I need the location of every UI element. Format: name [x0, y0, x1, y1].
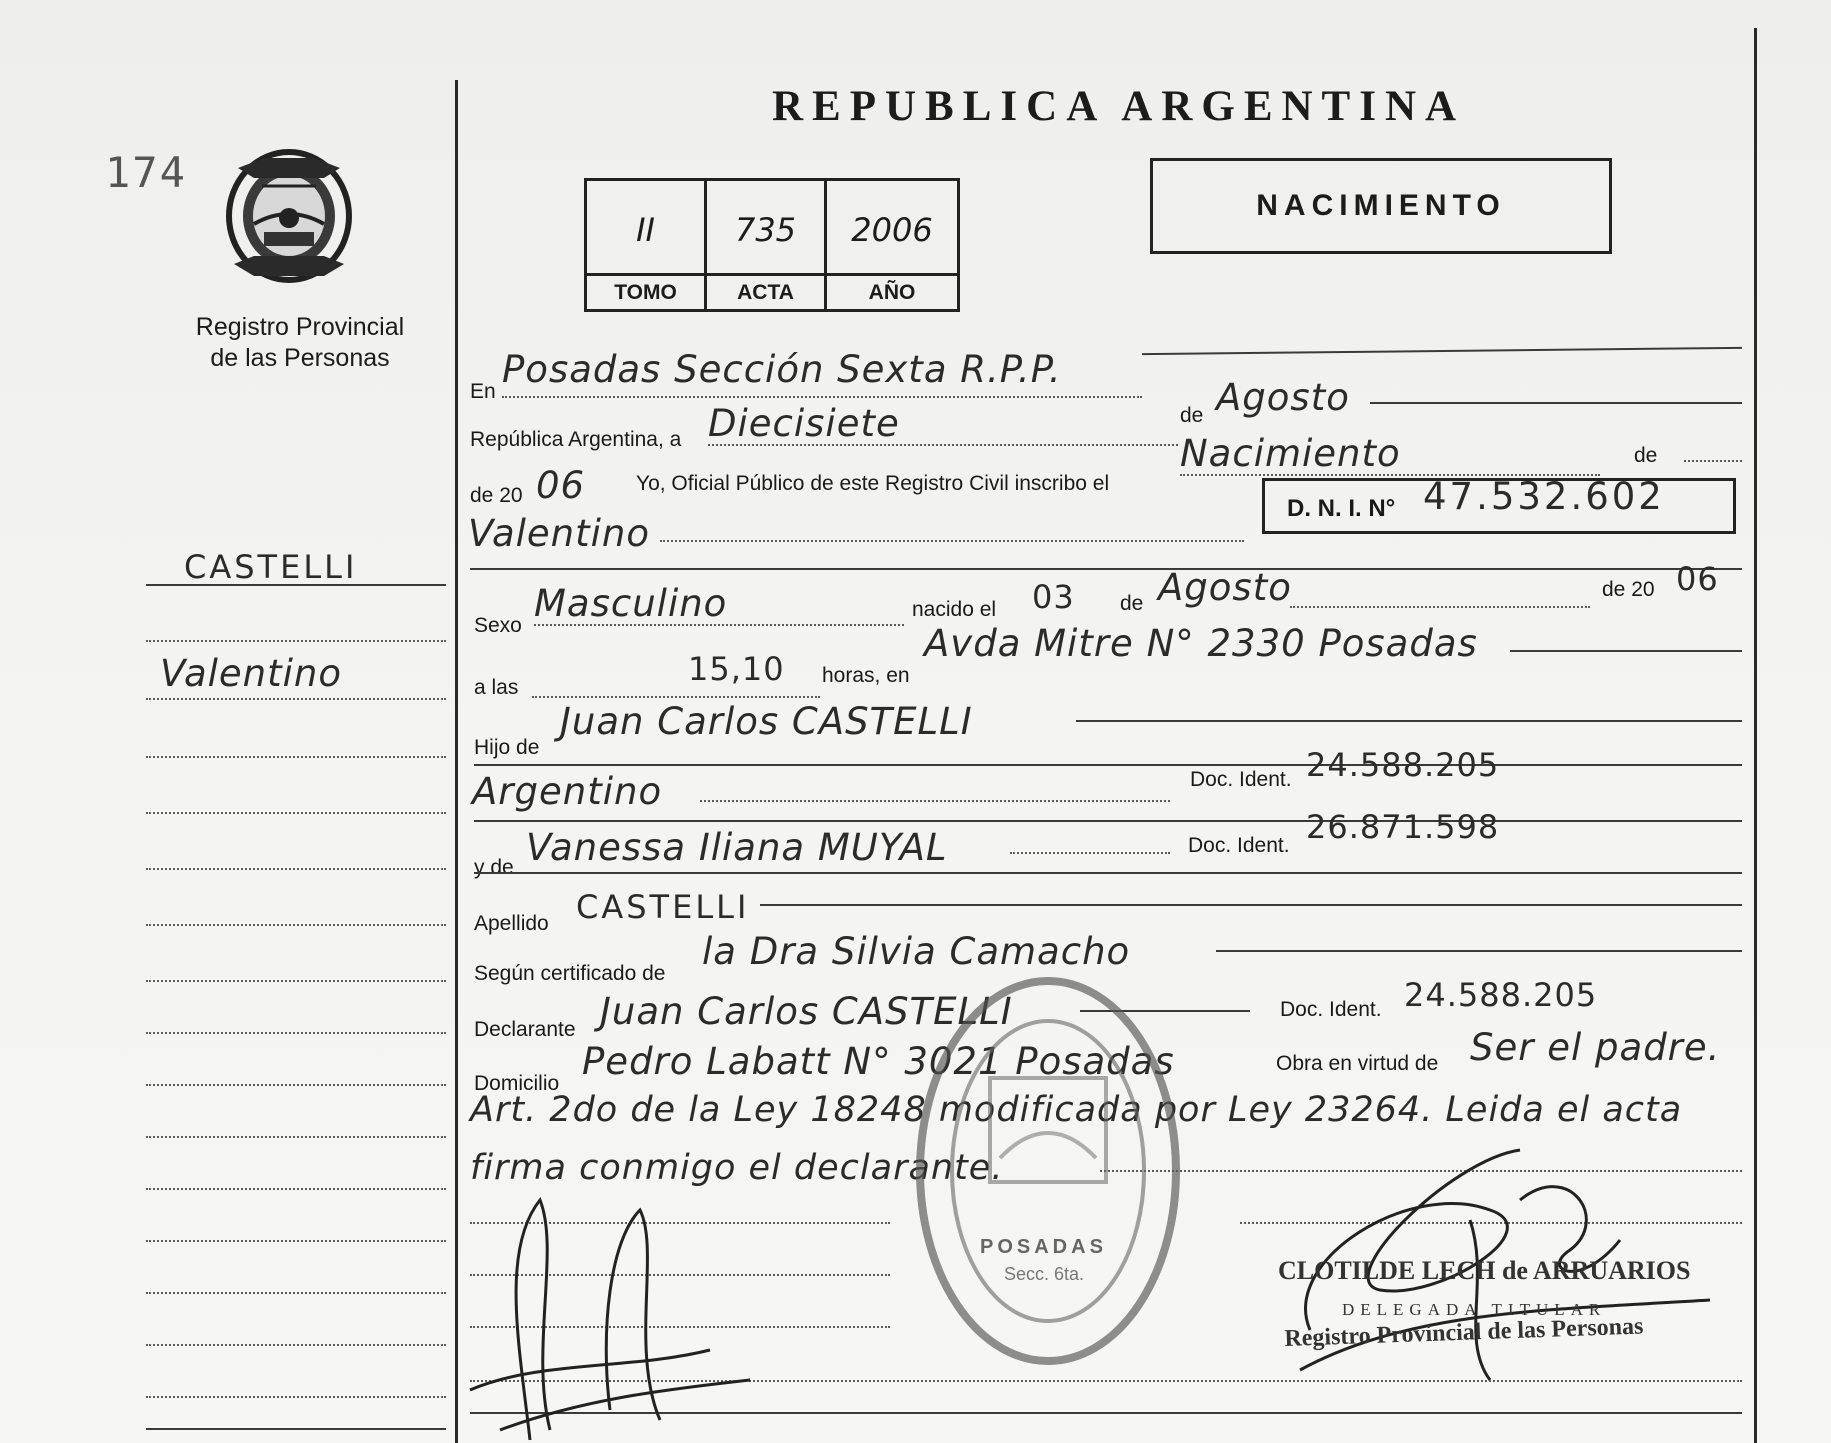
margin-dotline [146, 1032, 446, 1034]
margin-dotline [146, 1396, 446, 1398]
margin-bottom-rule [146, 1428, 446, 1430]
republica-label: República Argentina, a [470, 428, 682, 451]
acta-label: ACTA [707, 273, 824, 310]
margin-given-name: Valentino [160, 652, 342, 695]
declarante-label: Declarante [474, 1018, 576, 1041]
record-word: Nacimiento [1180, 432, 1401, 475]
de20-label: de 20 [1602, 578, 1655, 601]
margin-dotline [146, 1084, 446, 1086]
stamp-city: POSADAS [980, 1236, 1107, 1258]
declarant-signature-icon [460, 1190, 760, 1443]
birth-place: Avda Mitre N° 2330 Posadas [924, 622, 1478, 665]
dotline [502, 396, 1142, 398]
margin-dotline [146, 1136, 446, 1138]
registration-day: Diecisiete [708, 402, 900, 445]
margin-surname: CASTELLI [184, 548, 358, 586]
margin-dotline [146, 1344, 446, 1346]
margin-dotline [146, 1240, 446, 1242]
dni-box [1262, 475, 1736, 534]
doc-label-mother: Doc. Ident. [1188, 834, 1290, 857]
domicilio-value: Pedro Labatt N° 3021 Posadas [582, 1040, 1175, 1083]
mother-doc: 26.871.598 [1306, 808, 1500, 846]
margin-dotline [146, 756, 446, 758]
dotline [660, 540, 1244, 542]
de-label-3: de [1120, 592, 1144, 615]
margin-dotline [146, 1188, 446, 1190]
child-name: Valentino [468, 512, 650, 555]
country-title: REPUBLICA ARGENTINA [772, 83, 1466, 130]
margin-dotline [146, 640, 446, 642]
mother-name: Vanessa Iliana MUYAL [526, 826, 948, 869]
note-line-1: Art. 2do de la Ley 18248 modificada por Ley 23264. Leida el acta [470, 1090, 1683, 1130]
office-name [170, 312, 430, 374]
obra-value: Ser el padre. [1470, 1026, 1721, 1069]
registration-place: Posadas Sección Sexta R.P.P. [502, 348, 1062, 391]
margin-dotline [146, 1292, 446, 1294]
right-page-border [1754, 28, 1757, 1443]
official-office: Registro Provincial de las Personas [1284, 1313, 1644, 1352]
acta-value: 735 [734, 211, 797, 249]
rule [1076, 720, 1742, 722]
anio-value: 2006 [851, 211, 933, 249]
folio-number: 174 [105, 148, 187, 197]
en-label: En [470, 380, 496, 403]
birth-month: Agosto [1158, 566, 1292, 609]
office-name-line1: Registro Provincial [195, 313, 405, 341]
doc-label-declarante: Doc. Ident. [1280, 998, 1382, 1021]
registration-month: Agosto [1216, 376, 1350, 419]
dotline [1010, 852, 1170, 854]
birth-year: 06 [1676, 560, 1719, 598]
tomo-value: II [636, 211, 655, 249]
father-name: Juan Carlos CASTELLI [560, 700, 973, 743]
sexo-label: Sexo [474, 614, 522, 637]
register-box [584, 178, 960, 312]
de-label: de [1180, 404, 1204, 427]
horas-label: horas, en [822, 664, 910, 687]
nacido-label: nacido el [912, 598, 997, 621]
rule [474, 872, 1742, 874]
official-title: DELEGADA TITULAR [1342, 1300, 1607, 1319]
dotline [700, 800, 1170, 802]
stamp-section: Secc. 6ta. [1004, 1264, 1085, 1284]
rule [1370, 402, 1742, 404]
domicilio-label: Domicilio [474, 1072, 560, 1095]
hijo-label: Hijo de [474, 736, 540, 759]
apellido-label: Apellido [474, 912, 549, 935]
officer-label: Yo, Oficial Público de este Registro Civil inscribo el [636, 472, 1110, 495]
rule [1142, 347, 1742, 355]
rule [1216, 950, 1742, 952]
rule [474, 820, 1742, 822]
official-stamp-icon [908, 968, 1188, 1374]
doc-label-father: Doc. Ident. [1190, 768, 1292, 791]
father-doc: 24.588.205 [1306, 746, 1500, 784]
de-label-2: de [1634, 444, 1658, 467]
certificado-label: Según certificado de [474, 962, 666, 985]
acta-cell [707, 181, 827, 309]
sexo-value: Masculino [534, 582, 728, 625]
declarante-doc: 24.588.205 [1404, 976, 1598, 1014]
alas-label: a las [474, 676, 519, 699]
anio-label: AÑO [827, 273, 957, 310]
birth-day: 03 [1032, 578, 1075, 616]
office-name-line2: de las Personas [210, 344, 390, 372]
section-rule [470, 568, 1742, 570]
birth-time: 15,10 [688, 650, 785, 688]
dni-value: 47.532.602 [1423, 475, 1665, 518]
rule [1510, 650, 1742, 652]
provincial-emblem-icon [224, 146, 354, 284]
margin-dotline [146, 980, 446, 982]
margin-dotline [146, 812, 446, 814]
margin-dotline [146, 698, 446, 700]
dotline [708, 444, 1178, 446]
official-name: CLOTILDE LECH de ARRUARIOS [1278, 1256, 1691, 1285]
margin-dotline [146, 924, 446, 926]
dotline [1290, 606, 1590, 608]
certificado-value: la Dra Silvia Camacho [702, 930, 1131, 973]
margin-dotline [146, 868, 446, 870]
declarante-name: Juan Carlos CASTELLI [600, 990, 1013, 1033]
note-line-2: firma conmigo el declarante. [470, 1148, 1004, 1188]
record-type-box: NACIMIENTO [1150, 158, 1612, 254]
dotline [1684, 460, 1742, 462]
rule [760, 904, 1742, 906]
anio-cell [827, 181, 957, 309]
dni-label: D. N. I. N° [1287, 495, 1396, 522]
apellido-value: CASTELLI [576, 888, 750, 926]
dotline [534, 624, 904, 626]
yde-label: y de [474, 856, 514, 879]
tomo-cell [587, 181, 707, 309]
left-margin-divider [455, 80, 458, 1443]
rule [474, 764, 1742, 766]
year-prefix-label: de 20 [470, 484, 523, 507]
registration-year: 06 [536, 464, 586, 507]
tomo-label: TOMO [587, 273, 704, 310]
obra-label: Obra en virtud de [1276, 1052, 1439, 1075]
margin-rule [146, 584, 446, 586]
dotline [532, 696, 820, 698]
father-nationality: Argentino [472, 770, 663, 813]
